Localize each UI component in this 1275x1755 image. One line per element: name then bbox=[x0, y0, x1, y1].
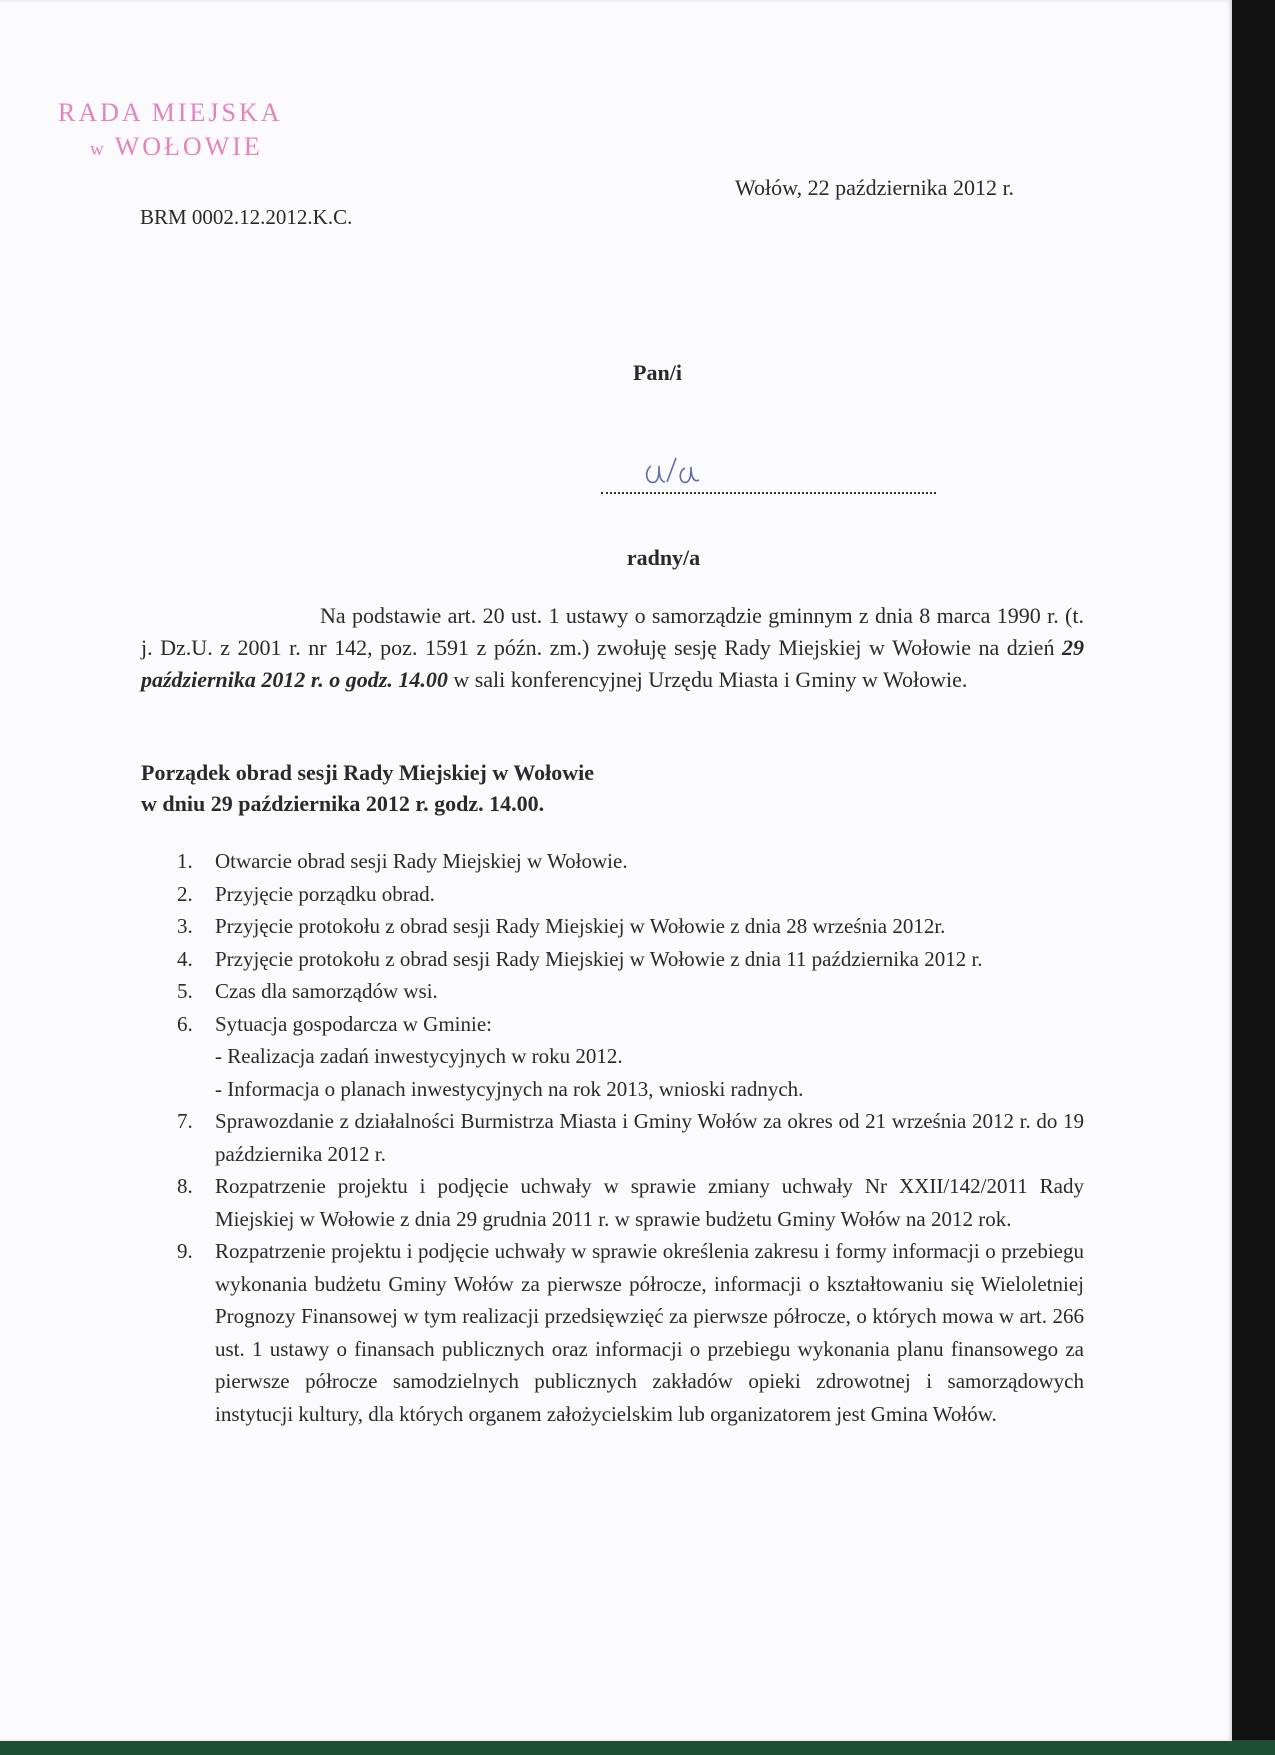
agenda-item-text: Czas dla samorządów wsi. bbox=[215, 979, 438, 1003]
stamp-line-1: RADA MIEJSKA bbox=[58, 98, 283, 127]
agenda-item-text: Sytuacja gospodarcza w Gminie: bbox=[215, 1011, 492, 1036]
handwritten-addressee bbox=[645, 452, 715, 492]
agenda-item-text: Przyjęcie porządku obrad. bbox=[215, 881, 435, 906]
convocation-paragraph bbox=[141, 600, 1084, 696]
reference-number: BRM 0002.12.2012.K.C. bbox=[140, 205, 353, 229]
scan-edge-right bbox=[1230, 0, 1275, 1755]
agenda-item bbox=[175, 910, 1084, 943]
agenda-item bbox=[175, 943, 1084, 976]
agenda-item-text: Przyjęcie protokołu z obrad sesji Rady Miejskiej w Wołowie z dnia 11 października 2012 r. bbox=[215, 946, 983, 971]
agenda-item bbox=[175, 975, 1084, 1008]
stamp-line-2 bbox=[90, 130, 283, 167]
session-date-emphasis: 29 października 2012 r. o godz. 14.00 bbox=[141, 635, 1084, 692]
intro-text-1: Na podstawie art. 20 ust. 1 ustawy o samorządzie gminnym z dnia 8 marca 1990 r. (t. j. Dz.U. z 2001 r. nr 142, poz. 1591 z późn. zm.) zwołuję sesję Rady Miejskiej w Wołowie na dzień bbox=[141, 603, 1084, 660]
agenda-item-number: 7. bbox=[177, 1109, 193, 1133]
agenda-item-text: Rozpatrzenie projektu i podjęcie uchwały w sprawie zmiany uchwały Nr XXII/142/2011 Rady Miejskiej w Wołowie z dnia 29 grudnia 2011 r. w sprawie budżetu Gminy Wołów na 2012 rok. bbox=[215, 1174, 1084, 1231]
agenda-item-number: 4. bbox=[177, 946, 193, 971]
council-stamp bbox=[58, 96, 283, 167]
agenda-list bbox=[175, 845, 1084, 1430]
agenda-subitem: - Realizacja zadań inwestycyjnych w roku 2012. bbox=[215, 1044, 623, 1068]
stamp-line-2-rest: WOŁOWIE bbox=[114, 132, 263, 161]
agenda-item-number: 6. bbox=[177, 1011, 193, 1036]
addressee-role: radny/a bbox=[626, 545, 701, 570]
addressee-title: Pan/i bbox=[633, 360, 682, 385]
agenda-item-number: 2. bbox=[177, 881, 193, 906]
agenda-item-number: 5. bbox=[177, 979, 193, 1003]
agenda-subitem: - Informacja o planach inwestycyjnych na rok 2013, wnioski radnych. bbox=[215, 1076, 804, 1101]
agenda-item bbox=[175, 845, 1084, 878]
agenda-item-text: Otwarcie obrad sesji Rady Miejskiej w Wołowie. bbox=[215, 849, 628, 873]
agenda-item-number: 9. bbox=[177, 1239, 193, 1263]
addressee-dotted-line bbox=[601, 492, 936, 494]
agenda-item-text: Przyjęcie protokołu z obrad sesji Rady Miejskiej w Wołowie z dnia 28 września 2012r. bbox=[215, 914, 946, 938]
agenda-item-number: 8. bbox=[177, 1174, 193, 1198]
place-and-date: Wołów, 22 października 2012 r. bbox=[735, 175, 1015, 200]
stamp-line-2-prefix: w bbox=[90, 139, 107, 160]
agenda-item bbox=[175, 1008, 1084, 1106]
agenda-item bbox=[175, 1235, 1084, 1430]
agenda-item bbox=[175, 1170, 1084, 1235]
agenda-heading bbox=[141, 757, 594, 819]
agenda-item bbox=[175, 878, 1084, 911]
agenda-item-text: Sprawozdanie z działalności Burmistrza Miasta i Gminy Wołów za okres od 21 września 2012 r. do 19 października 2012 r. bbox=[215, 1109, 1084, 1166]
agenda-item-number: 1. bbox=[177, 849, 193, 873]
agenda-heading-line-2: w dniu 29 października 2012 r. godz. 14.00. bbox=[141, 791, 545, 816]
agenda-item-number: 3. bbox=[177, 914, 193, 938]
agenda-item-text: Rozpatrzenie projektu i podjęcie uchwały w sprawie określenia zakresu i formy informacji o przebiegu wykonania budżetu Gminy Wołów za pierwsze półrocze, informacji o kształtowaniu się Wieloletniej Prognozy Finansowej w tym realizacji przedsięwzięć za pierwsze półrocze, o których mowa w art. 266 ust. 1 ustawy o finansach publicznych oraz informacji o przebiegu wykonania planu finansowego za pierwsze półrocze samodzielnych publicznych zakładów opieki zdrowotnej i samorządowych instytucji kultury, dla których organem założycielskim lub organizatorem jest Gmina Wołów. bbox=[215, 1239, 1084, 1426]
intro-text-2: w sali konferencyjnej Urzędu Miasta i Gminy w Wołowie. bbox=[447, 667, 968, 692]
agenda-heading-line-1: Porządek obrad sesji Rady Miejskiej w Wołowie bbox=[141, 760, 595, 785]
agenda-item bbox=[175, 1105, 1084, 1170]
scan-edge-bottom bbox=[0, 1740, 1275, 1755]
